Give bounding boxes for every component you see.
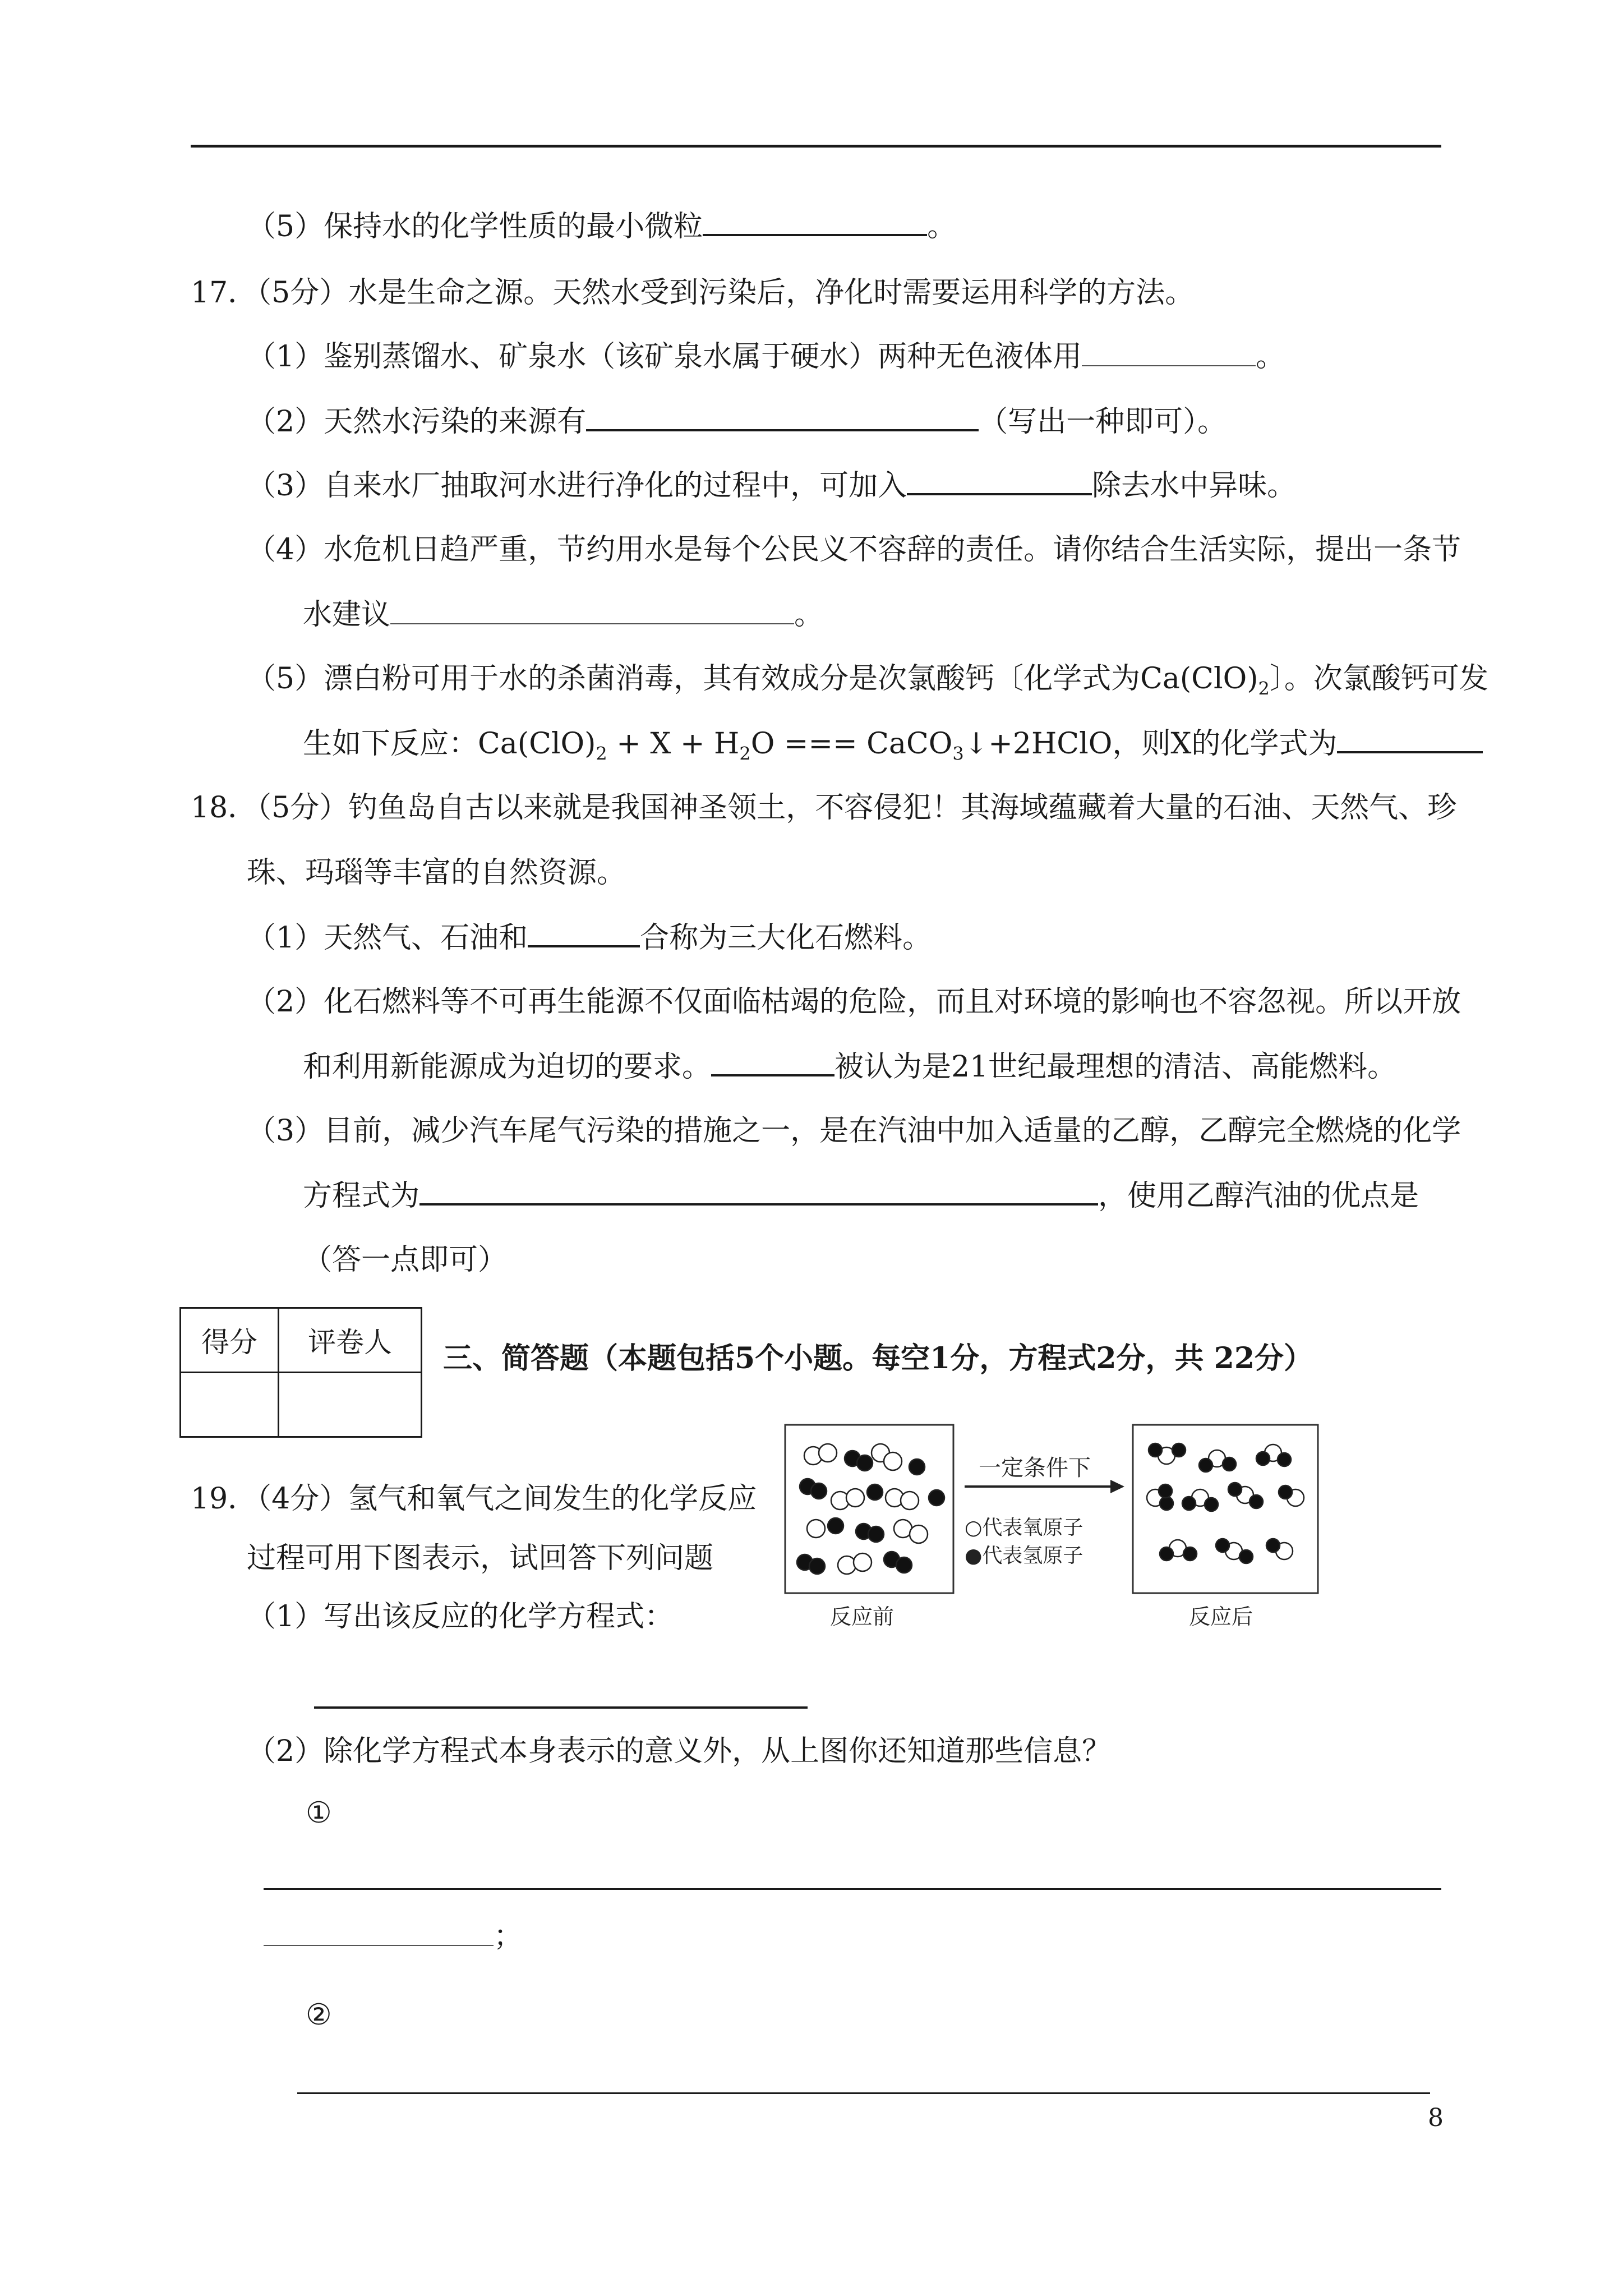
q17-item5-text-a-end: 〕。次氯酸钙可发 (1269, 662, 1488, 696)
q18-item3-end: ，使用乙醇汽油的优点是 (1098, 1179, 1419, 1213)
q16-item5-text: （5）保持水的化学性质的最小微粒 (247, 210, 703, 243)
q18-item3-text-a: （3）目前，减少汽车尾气污染的措施之一，是在汽油中加入适量的乙醇，乙醇完全燃烧的化学 (247, 1114, 1461, 1148)
score-table (179, 1307, 422, 1438)
q18-item3-text-b: 方程式为 (303, 1179, 420, 1213)
q17-item2-end: （写出一种即可）。 (979, 405, 1227, 439)
q17-item2-text: （2）天然水污染的来源有 (247, 405, 587, 439)
q17-item1-end: 。 (1256, 340, 1285, 374)
q19-heading-text-b: 过程可用下图表示，试回答下列问题 (247, 1542, 714, 1575)
q17-item4-line1 (247, 532, 1461, 568)
q16-item5 (247, 209, 956, 245)
q18-item1-text: （1）天然气、石油和 (247, 921, 528, 955)
formula-part: ↓+2HClO，则X的化学式为 (963, 727, 1338, 761)
arrow-label: 一定条件下 (979, 1455, 1091, 1481)
arrow-head (1110, 1480, 1124, 1493)
q17-item2 (247, 404, 1227, 440)
q18-heading-text-b: 珠、玛瑙等丰富的自然资源。 (247, 856, 626, 890)
q18-heading-line2 (247, 855, 626, 891)
q18-item2-text-b: 和利用新能源成为迫切的要求。 (303, 1050, 712, 1084)
q19-item1 (247, 1599, 674, 1635)
label-before: 反应前 (830, 1604, 895, 1629)
legend-hydrogen: ●代表氢原子 (965, 1544, 1083, 1567)
q17-item4-line2 (303, 597, 823, 633)
q19-c2-answer-line[interactable] (297, 2092, 1430, 2094)
answer-blank[interactable] (264, 1920, 494, 1946)
q18-item1 (247, 920, 932, 956)
q17-item3-end: 除去水中异味。 (1092, 469, 1297, 503)
q19-item2-c1 (306, 1795, 332, 1831)
q16-item5-end: 。 (927, 210, 957, 243)
q19-heading-line1 (191, 1481, 757, 1517)
q19-item2 (247, 1733, 1111, 1769)
answer-blank[interactable] (419, 1179, 1098, 1205)
q17-item1-text: （1）鉴别蒸馏水、矿泉水（该矿泉水属于硬水）两种无色液体用 (247, 340, 1082, 374)
q18-item2-line2 (303, 1049, 1396, 1085)
after-molecules (1147, 1443, 1304, 1563)
q19-item2-text: （2）除化学方程式本身表示的意义外，从上图你还知道那些信息？ (247, 1734, 1112, 1768)
q19-c1-answer-line-1[interactable] (264, 1888, 1441, 1890)
q17-item4-text-b: 水建议 (303, 598, 391, 632)
q19-c1-line2 (264, 1918, 523, 1954)
q19-c1-end: ； (494, 1920, 523, 1953)
circled-number-1: ① (306, 1796, 332, 1830)
reaction-diagram (774, 1419, 1335, 1632)
subscript: 3 (952, 743, 964, 765)
subscript: 2 (596, 743, 607, 765)
legend-oxygen: ○代表氧原子 (965, 1516, 1083, 1539)
answer-blank[interactable] (703, 209, 927, 236)
q17-item3-text: （3）自来水厂抽取河水进行净化的过程中，可加入 (247, 469, 907, 503)
q18-item3-line3 (303, 1242, 507, 1278)
before-molecules (797, 1444, 944, 1574)
q18-item3-text-c: （答一点即可） (303, 1243, 508, 1277)
subscript: 2 (1258, 678, 1270, 700)
formula-part: O === CaCO (750, 727, 953, 761)
score-cell-input[interactable] (181, 1373, 279, 1437)
answer-blank[interactable] (907, 468, 1092, 495)
q17-item5-line1 (247, 661, 1488, 706)
q18-item2-end: 被认为是21世纪最理想的清洁、高能燃料。 (834, 1050, 1397, 1084)
page-number: 8 (1428, 2104, 1444, 2132)
subscript: 2 (739, 743, 751, 765)
label-after: 反应后 (1189, 1604, 1253, 1629)
grader-cell-input[interactable] (279, 1373, 422, 1437)
answer-blank[interactable] (390, 599, 794, 624)
q19-heading-line2 (247, 1540, 713, 1576)
q17-item1 (247, 339, 1285, 375)
q18-heading-line1 (191, 790, 1456, 826)
q18-item2-text-a: （2）化石燃料等不可再生能源不仅面临枯竭的危险，而且对环境的影响也不容忽视。所以开放 (247, 985, 1461, 1019)
formula-part: + X + H (607, 727, 740, 761)
q18-item1-end: 合称为三大化石燃料。 (640, 921, 932, 955)
q18-item3-line2 (303, 1178, 1419, 1214)
q18-item3-line1 (247, 1113, 1461, 1149)
q17-item3 (247, 468, 1296, 504)
q17-item5-line2 (303, 726, 1483, 771)
q19-item1-text: （1）写出该反应的化学方程式： (247, 1600, 674, 1634)
answer-blank[interactable] (528, 921, 640, 947)
q17-item5-text-a: （5）漂白粉可用于水的杀菌消毒，其有效成分是次氯酸钙〔化学式为Ca(ClO) (247, 662, 1258, 696)
grader-cell-label: 评卷人 (279, 1308, 422, 1373)
formula-part: 生如下反应：Ca(ClO) (303, 727, 596, 761)
score-cell-label: 得分 (181, 1308, 279, 1373)
q17-heading-text: 17．（5分）水是生命之源。天然水受到污染后，净化时需要运用科学的方法。 (191, 276, 1195, 310)
q19-item2-c2 (306, 1997, 332, 2033)
answer-blank[interactable] (711, 1050, 834, 1076)
header-rule (191, 145, 1441, 148)
q17-heading (191, 275, 1194, 311)
answer-blank[interactable] (586, 404, 979, 431)
circled-number-2: ② (306, 1998, 332, 2032)
q17-item4-end: 。 (794, 598, 824, 632)
q17-item4-text-a: （4）水危机日趋严重，节约用水是每个公民义不容辞的责任。请你结合生活实际，提出一条节 (247, 533, 1461, 567)
answer-blank[interactable] (1082, 341, 1256, 366)
q18-heading-text-a: 18．（5分）钓鱼岛自古以来就是我国神圣领土，不容侵犯！其海域蕴藏着大量的石油、天然气、珍 (191, 791, 1457, 825)
q19-item1-answer-line[interactable] (314, 1706, 808, 1709)
section-3-title (443, 1341, 1313, 1377)
q19-heading-text-a: 19．（4分）氢气和氧气之间发生的化学反应 (191, 1482, 757, 1516)
q18-item2-line1 (247, 984, 1461, 1020)
answer-blank[interactable] (1337, 726, 1483, 753)
section-3-text: 三、简答题（本题包括5个小题。每空1分，方程式2分，共 22分） (443, 1341, 1313, 1375)
